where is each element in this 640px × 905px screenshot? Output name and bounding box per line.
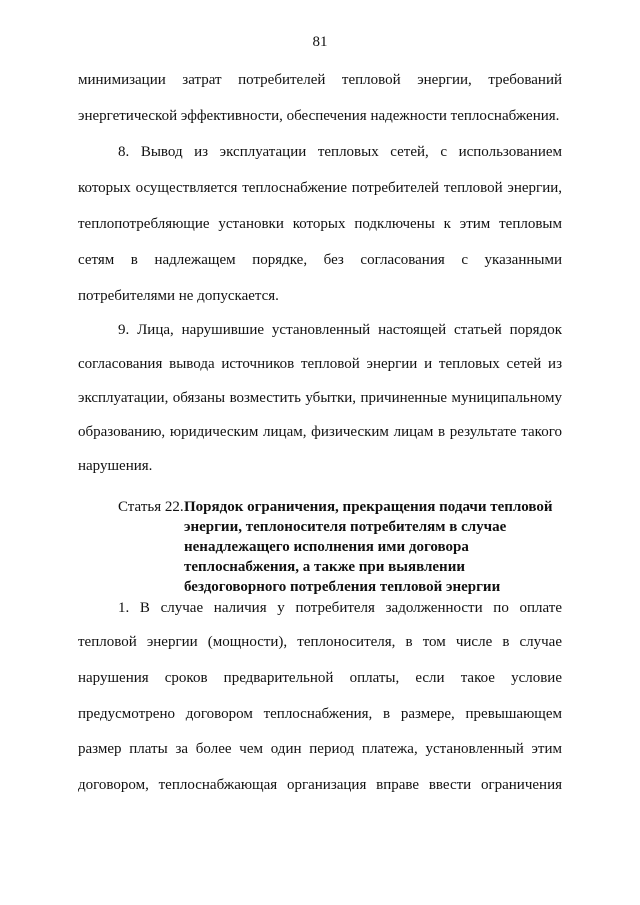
text-line: договором, теплоснабжающая организация вправе ввести ограничения [78, 777, 562, 793]
text-line: предусмотрено договором теплоснабжения, в размере, превышающем [78, 706, 562, 722]
article-label: Статья 22. [118, 499, 184, 515]
text-line: потребителями не допускается. [78, 288, 279, 304]
article-title [184, 497, 568, 597]
text-line: согласования вывода источников тепловой энергии и тепловых сетей из [78, 356, 562, 372]
text-line: которых осуществляется теплоснабжение потребителей тепловой энергии, [78, 180, 562, 196]
text-line: энергетической эффективности, обеспечения надежности теплоснабжения. [78, 108, 560, 124]
text-line: размер платы за более чем один период платежа, установленный этим [78, 741, 562, 757]
article-title-line: энергии, теплоносителя потребителям в случае [184, 519, 507, 535]
article-title-line: теплоснабжения, а также при выявлении [184, 559, 465, 575]
article-title-line: ненадлежащего исполнения ими договора [184, 539, 469, 555]
text-line: сетям в надлежащем порядке, без согласования с указанными [78, 252, 562, 268]
text-line: эксплуатации, обязаны возместить убытки, причиненные муниципальному [78, 390, 562, 406]
text-line: минимизации затрат потребителей тепловой энергии, требований [78, 72, 562, 88]
text-line: тепловой энергии (мощности), теплоносителя, в том числе в случае [78, 634, 562, 650]
text-line: нарушения. [78, 458, 153, 474]
text-line: теплопотребляющие установки которых подключены к этим тепловым [78, 216, 562, 232]
paragraph-1-first-line: 1. В случае наличия у потребителя задолженности по оплате [118, 600, 562, 616]
article-title-line: Порядок ограничения, прекращения подачи тепловой [184, 499, 553, 515]
text-line: нарушения сроков предварительной оплаты, если такое условие [78, 670, 562, 686]
page-number: 81 [312, 34, 328, 50]
text-line: образованию, юридическим лицам, физическим лицам в результате такого [78, 424, 562, 440]
article-title-line: бездоговорного потребления тепловой энергии [184, 579, 501, 595]
paragraph-9-first-line: 9. Лица, нарушившие установленный настоящей статьей порядок [118, 322, 562, 338]
paragraph-8-first-line: 8. Вывод из эксплуатации тепловых сетей, с использованием [118, 144, 562, 160]
